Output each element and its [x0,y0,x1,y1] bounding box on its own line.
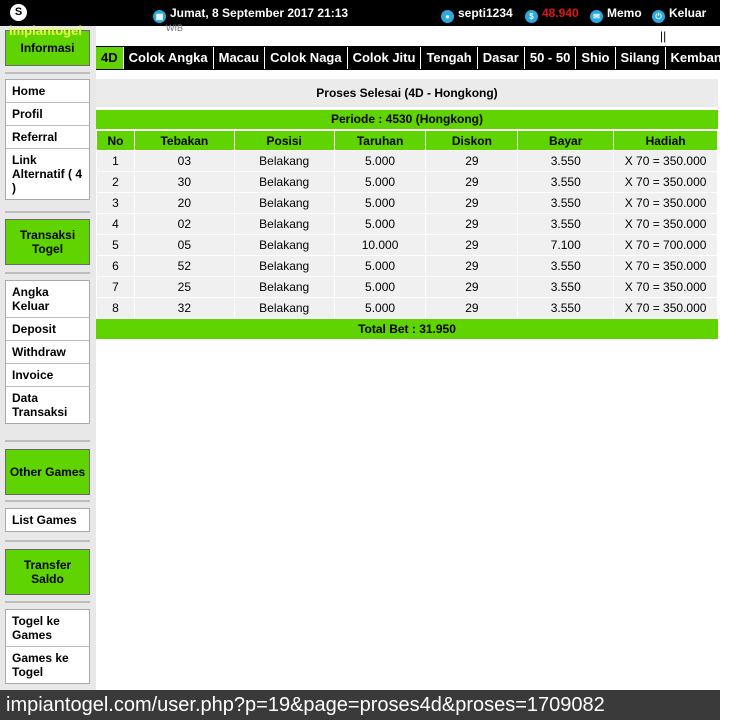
table-row [97,235,718,256]
tab-dasar[interactable]: Dasar [478,47,525,69]
cell-bayar: 7.100 [518,235,614,256]
cell-taruhan: 5.000 [334,214,426,235]
cell-posisi: Belakang [234,214,334,235]
finance-menu [5,280,90,424]
transaksi-togel-button[interactable]: Transaksi Togel [5,219,90,265]
bet-table [96,130,718,319]
sidebar-item-deposit[interactable]: Deposit [6,318,89,341]
tab-colok-naga[interactable]: Colok Naga [265,47,348,69]
sidebar-item-referral[interactable]: Referral [6,126,89,149]
result-panel [96,79,718,339]
cell-tebakan: 25 [134,277,234,298]
mail-icon: ✉ [590,10,603,23]
cell-no: 3 [97,193,135,214]
divider [5,540,90,542]
cell-hadiah: X 70 = 350.000 [614,256,718,277]
cell-posisi: Belakang [234,277,334,298]
table-row [97,193,718,214]
cell-no: 5 [97,235,135,256]
cell-posisi: Belakang [234,235,334,256]
datetime [153,6,348,23]
tab-colok-jitu[interactable]: Colok Jitu [348,47,422,69]
divider [5,601,90,603]
table-row [97,151,718,172]
cell-diskon: 29 [426,235,518,256]
cell-hadiah: X 70 = 350.000 [614,172,718,193]
tab-shio[interactable]: Shio [576,47,615,69]
total-bet: Total Bet : 31.950 [96,319,718,339]
col-taruhan: Taruhan [334,131,426,151]
cell-diskon: 29 [426,298,518,319]
transfer-menu [5,609,90,684]
sidebar-item-profil[interactable]: Profil [6,103,89,126]
sidebar-item-togel-ke-games[interactable]: Togel ke Games [6,610,89,647]
site-logo[interactable]: impiantogel [9,23,82,38]
cell-tebakan: 30 [134,172,234,193]
informasi-button[interactable]: Informasi [5,30,90,66]
transfer-saldo-button[interactable]: Transfer Saldo [5,549,90,595]
col-bayar: Bayar [518,131,614,151]
cell-bayar: 3.550 [518,256,614,277]
tab-colok-angka[interactable]: Colok Angka [124,47,214,69]
cell-bayar: 3.550 [518,193,614,214]
cell-tebakan: 05 [134,235,234,256]
memo-link[interactable] [590,6,642,23]
cell-diskon: 29 [426,256,518,277]
cell-no: 8 [97,298,135,319]
cell-no: 6 [97,256,135,277]
cell-taruhan: 5.000 [334,193,426,214]
cell-posisi: Belakang [234,172,334,193]
col-diskon: Diskon [426,131,518,151]
account-menu [5,79,90,200]
cell-no: 7 [97,277,135,298]
cell-diskon: 29 [426,214,518,235]
cell-no: 2 [97,172,135,193]
cell-bayar: 3.550 [518,151,614,172]
user-icon: ● [441,10,454,23]
cell-bayar: 3.550 [518,214,614,235]
col-hadiah: Hadiah [614,131,718,151]
sidebar [0,26,96,690]
divider [5,272,90,274]
col-no: No [97,131,135,151]
sidebar-item-angka-keluar[interactable]: Angka Keluar [6,281,89,318]
game-tabs [96,46,730,70]
cell-no: 1 [97,151,135,172]
sidebar-item-withdraw[interactable]: Withdraw [6,341,89,364]
cell-taruhan: 10.000 [334,235,426,256]
games-menu [5,508,90,532]
memo-label: Memo [607,6,642,20]
sidebar-item-invoice[interactable]: Invoice [6,364,89,387]
cell-posisi: Belakang [234,151,334,172]
table-row [97,256,718,277]
coins-icon: $ [525,10,538,23]
sidebar-item-link-alternatif[interactable]: Link Alternatif ( 4 ) [12,153,83,195]
table-row [97,277,718,298]
username-text: septi1234 [458,6,513,20]
cell-tebakan: 02 [134,214,234,235]
table-header-row [97,131,718,151]
cell-diskon: 29 [426,193,518,214]
user-link[interactable] [441,6,513,23]
cell-posisi: Belakang [234,193,334,214]
balance-value: 48.940 [542,6,579,20]
cell-bayar: 3.550 [518,172,614,193]
tab-4d[interactable]: 4D [96,47,124,69]
balance [525,6,579,23]
cell-diskon: 29 [426,277,518,298]
table-row [97,172,718,193]
cell-tebakan: 03 [134,151,234,172]
cell-tebakan: 52 [134,256,234,277]
sidebar-item-home[interactable]: Home [6,80,89,103]
top-bar [0,0,720,26]
cell-bayar: 3.550 [518,298,614,319]
sidebar-item-games-ke-togel[interactable]: Games ke Togel [12,651,69,679]
sidebar-item-data-transaksi[interactable]: Data Transaksi [12,391,68,419]
cell-posisi: Belakang [234,298,334,319]
period-label: Periode : 4530 (Hongkong) [96,110,718,129]
cell-hadiah: X 70 = 350.000 [614,214,718,235]
col-tebakan: Tebakan [134,131,234,151]
table-row [97,214,718,235]
calendar-icon: ▦ [153,10,166,23]
sidebar-item-list-games[interactable]: List Games [12,513,77,527]
divider [5,500,90,502]
table-row [97,298,718,319]
cell-tebakan: 32 [134,298,234,319]
col-posisi: Posisi [234,131,334,151]
power-icon: ⏻ [652,10,665,23]
cell-hadiah: X 70 = 350.000 [614,151,718,172]
cell-hadiah: X 70 = 350.000 [614,193,718,214]
cell-tebakan: 20 [134,193,234,214]
cell-taruhan: 5.000 [334,172,426,193]
divider [5,211,90,213]
tab-silang[interactable]: Silang [616,47,666,69]
tab-scroll-indicator: || [660,29,667,43]
tab-50-50[interactable]: 50 - 50 [525,47,576,69]
divider [5,440,90,442]
tab-kembang[interactable]: Kembang [666,47,736,69]
cell-taruhan: 5.000 [334,151,426,172]
logo-icon[interactable]: S [10,4,27,21]
cell-posisi: Belakang [234,256,334,277]
datetime-text: Jumat, 8 September 2017 21:13 [170,6,349,20]
cell-no: 4 [97,214,135,235]
logout-link[interactable] [652,6,706,23]
cell-taruhan: 5.000 [334,256,426,277]
cell-hadiah: X 70 = 350.000 [614,277,718,298]
cell-bayar: 3.550 [518,277,614,298]
cell-taruhan: 5.000 [334,277,426,298]
url-bar[interactable]: impiantogel.com/user.php?p=19&page=proses4d&proses=1709082 [0,690,720,720]
tab-tengah[interactable]: Tengah [421,47,477,69]
logout-label: Keluar [669,6,707,20]
cell-taruhan: 5.000 [334,298,426,319]
cell-hadiah: X 70 = 350.000 [614,298,718,319]
page-title: Proses Selesai (4D - Hongkong) [96,79,718,107]
tab-macau[interactable]: Macau [214,47,265,69]
cell-diskon: 29 [426,172,518,193]
cell-diskon: 29 [426,151,518,172]
cell-hadiah: X 70 = 700.000 [614,235,718,256]
timezone-label: WIB [166,23,183,33]
other-games-button[interactable]: Other Games [5,449,90,495]
divider [5,72,90,74]
